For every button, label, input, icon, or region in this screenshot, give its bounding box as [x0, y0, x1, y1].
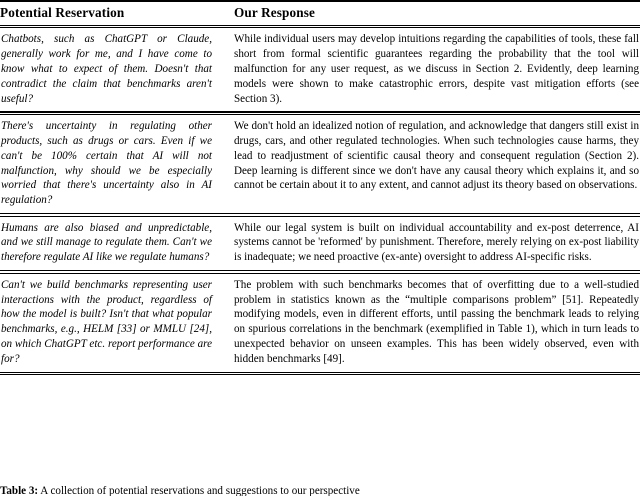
response-cell	[224, 217, 640, 271]
reservation-text: Chatbots, such as ChatGPT or Claude, generally work for me, and I have come to know what to expect of them. Doesn't that contradict the claim that benchmarks aren't useful?	[1, 33, 212, 105]
response-text: The problem with such benchmarks becomes that of overfitting due to a well-studied problem in statistics known as the “multiple comparisons problem” [51]. Repeatedly modifying models, even in different efforts, until passing the benchmark leads to relying on spurious correlations in the benchmark (exemplified in Table 1), which in turn leads to unexpected behavior on unseen examples. This has been widely observed, even with hidden benchmarks [49].	[234, 278, 639, 365]
bottom-rule-cell	[0, 372, 640, 376]
column-header-our-response: Our Response	[234, 4, 316, 20]
reservation-cell	[0, 217, 224, 271]
table-row	[0, 115, 640, 213]
caption-text: A collection of potential reservations and suggestions to our perspective	[40, 485, 360, 496]
table-header-row	[0, 2, 640, 25]
reservation-text: Humans are also biased and unpredictable, and we still manage to regulate them. Can't we therefore regulate AI like we regulate humans?	[1, 221, 212, 264]
reservation-cell	[0, 274, 224, 372]
reservation-text: There's uncertainty in regulating other products, such as drugs or cars. Even if we can't be 100% certain that AI will not malfunction, why should we be especially worried that there's uncertainty also in AI regulation?	[1, 119, 212, 207]
reservation-text: Can't we build benchmarks representing user interactions with the product, regardless of how the model is built? Isn't that what popular benchmarks, e.g., HELM [33] or MMLU [24], on which ChatGPT etc. report performance are for?	[1, 278, 212, 365]
response-cell	[224, 115, 640, 213]
reservation-cell	[0, 28, 224, 111]
table-bottom-rule	[0, 372, 640, 376]
response-cell	[224, 28, 640, 111]
column-header-potential-reservation: Potential Reservation	[0, 4, 125, 20]
table-caption	[0, 484, 640, 496]
table-row	[0, 217, 640, 271]
caption-label: Table 3:	[0, 485, 39, 496]
response-text: While our legal system is built on individual accountability and ex-post deterrence, AI systems cannot be 'reformed' by punishment. Therefore, merely relying on ex-post liability is inadequate; we need proactive (ex-ante) oversight to address AI-specific risks.	[234, 221, 639, 264]
table-row	[0, 274, 640, 372]
rule-line	[0, 374, 640, 375]
table-row	[0, 28, 640, 111]
response-cell	[224, 274, 640, 372]
response-text: While individual users may develop intuitions regarding the capabilities of tools, these fall short from formal scientific guarantees regarding the probability that the tool will malfunction for any user request, as we discuss in Section 2. Evidently, deep learning models were shown to make catastrophic errors, despite vast mitigation efforts (see Section 3).	[234, 33, 639, 105]
reservation-cell	[0, 115, 224, 213]
response-text: We don't hold an idealized notion of regulation, and acknowledge that dangers still exist in drugs, cars, and other regulated technologies. When such technologies cause harms, they lead to readjustment of scientific causal theory and consequent regulation (Section 2). Deep learning is different since we don't have any causal theory which explains it, and so cannot be certain about it to any extent, and cannot adjust its theory based on observations.	[234, 119, 639, 192]
